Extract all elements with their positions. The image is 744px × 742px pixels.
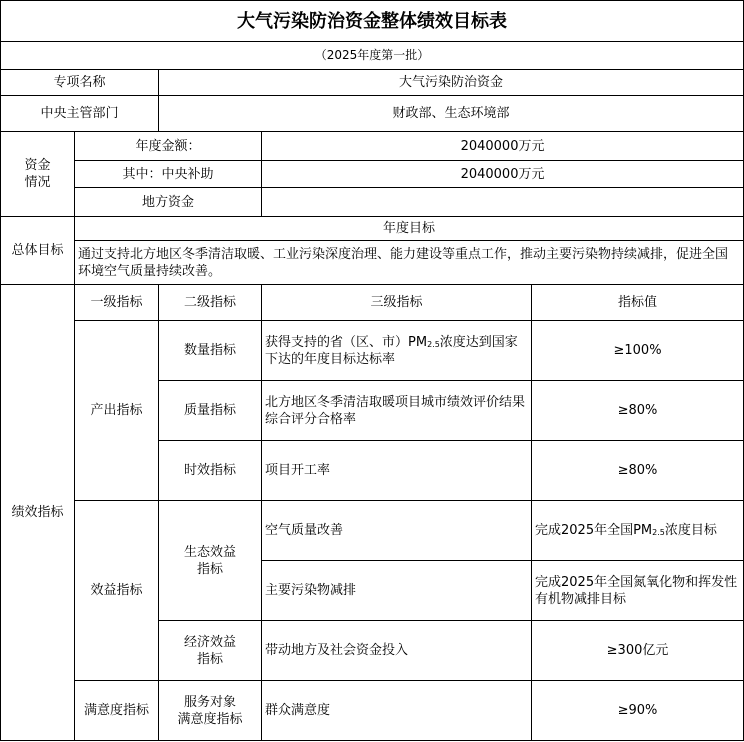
project-name-label: 专项名称 xyxy=(1,70,159,96)
level3-header: 三级指标 xyxy=(262,285,532,321)
benefit-indicator-label: 效益指标 xyxy=(75,501,159,681)
central-subsidy-value: 2040000万元 xyxy=(262,161,744,188)
annual-amount-value: 2040000万元 xyxy=(262,132,744,161)
annual-target-header: 年度目标 xyxy=(75,217,744,241)
timeliness-indicator-value: ≥80% xyxy=(532,441,744,501)
service-satisfaction-label: 服务对象 满意度指标 xyxy=(159,681,262,741)
overall-target-label: 总体目标 xyxy=(1,217,75,285)
department-label: 中央主管部门 xyxy=(1,96,159,132)
central-subsidy-label: 其中：中央补助 xyxy=(75,161,262,188)
emission-indicator-value: 完成2025年全国氮氧化物和挥发性有机物减排目标 xyxy=(532,561,744,621)
quality-indicator-value: ≥80% xyxy=(532,381,744,441)
investment-indicator-value: ≥300亿元 xyxy=(532,621,744,681)
timeliness-indicator-label: 时效指标 xyxy=(159,441,262,501)
quantity-indicator-name: 获得支持的省（区、市）$PM_{2.5}$浓度达到国家下达的年度目标达标率 xyxy=(262,321,532,381)
table-subtitle: （2025年度第一批） xyxy=(1,42,744,70)
emission-indicator-name: 主要污染物减排 xyxy=(262,561,532,621)
funds-label: 资金 情况 xyxy=(1,132,75,217)
annual-target-text: 通过支持北方地区冬季清洁取暖、工业污染深度治理、能力建设等重点工作，推动主要污染物持续减排，促进全国环境空气质量持续改善。 xyxy=(75,241,744,285)
project-name-value: 大气污染防治资金 xyxy=(159,70,744,96)
level1-header: 一级指标 xyxy=(75,285,159,321)
satisfaction-indicator-label: 满意度指标 xyxy=(75,681,159,741)
local-funds-label: 地方资金 xyxy=(75,188,262,217)
performance-indicators-label: 绩效指标 xyxy=(1,285,75,741)
table-title: 大气污染防治资金整体绩效目标表 xyxy=(1,1,744,42)
local-funds-value xyxy=(262,188,744,217)
level2-header: 二级指标 xyxy=(159,285,262,321)
public-satisfaction-value: ≥90% xyxy=(532,681,744,741)
air-quality-indicator-name: 空气质量改善 xyxy=(262,501,532,561)
department-value: 财政部、生态环境部 xyxy=(159,96,744,132)
quantity-indicator-label: 数量指标 xyxy=(159,321,262,381)
value-header: 指标值 xyxy=(532,285,744,321)
quality-indicator-label: 质量指标 xyxy=(159,381,262,441)
quantity-indicator-value: ≥100% xyxy=(532,321,744,381)
timeliness-indicator-name: 项目开工率 xyxy=(262,441,532,501)
economic-benefit-label: 经济效益 指标 xyxy=(159,621,262,681)
ecological-benefit-label: 生态效益 指标 xyxy=(159,501,262,621)
output-indicator-label: 产出指标 xyxy=(75,321,159,501)
quality-indicator-name: 北方地区冬季清洁取暖项目城市绩效评价结果综合评分合格率 xyxy=(262,381,532,441)
investment-indicator-name: 带动地方及社会资金投入 xyxy=(262,621,532,681)
annual-amount-label: 年度金额： xyxy=(75,132,262,161)
air-quality-indicator-value: 完成2025年全国$PM_{2.5}$浓度目标 xyxy=(532,501,744,561)
public-satisfaction-name: 群众满意度 xyxy=(262,681,532,741)
